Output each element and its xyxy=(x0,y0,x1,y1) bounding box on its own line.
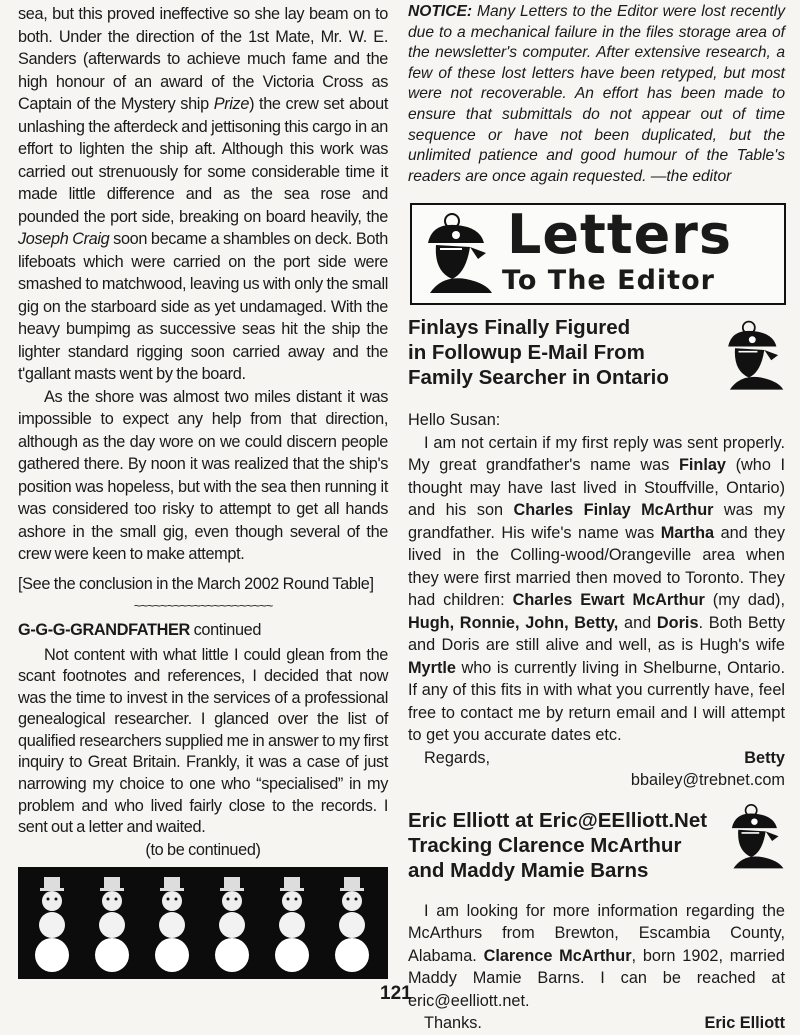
letter2-signature: Eric Elliott xyxy=(704,1014,785,1033)
text-segment: (my dad), xyxy=(704,591,785,610)
letter1-greeting: Hello Susan: xyxy=(408,411,501,430)
letter1-closing: Regards, xyxy=(424,748,491,767)
text-segment: and they lived in the Colling-wood/Orangeville area when they were first married then moved to Toronto. They had children: xyxy=(408,523,785,610)
section-heading: G-G-G-GRANDFATHER xyxy=(18,621,190,639)
pirate-icon xyxy=(422,213,494,295)
letter1-email: bbailey@trebnet.com xyxy=(630,771,785,790)
bold-text: Myrtle xyxy=(408,658,456,677)
snowman-icon xyxy=(152,873,192,973)
letter1-heading-line: Family Searcher in Ontario xyxy=(408,366,669,390)
snowman-banner xyxy=(18,867,388,979)
separator: ~~~~~~~~~~~~~~~~~~~~~ xyxy=(133,598,273,613)
text-segment: and xyxy=(618,613,657,632)
text-segment: , born 1902, married Maddy Mamie Barns. I can be reached at eric@eelliott.net. xyxy=(408,946,785,1010)
ggg-paragraph: Not content with what little I could glean from the scant footnotes and references, I decided that now was the time to invest in the services of a professional genealogical researcher. I glanced over the list of qualified researchers supplied me in answer to my first inquiry to Great Britain. Frankly, it was a case of just narrowing my choice to one who “specialised” in my problem and who lived fairly close to the records. I sent out a letter and waited. xyxy=(18,645,388,837)
italic-text: Prize xyxy=(213,95,250,113)
snowman-icon xyxy=(272,873,312,973)
text-segment: who is currently living in Shelburne, Ontario. If any of this fits in with what you currently have, feel free to contact me by return email and I will attempt to get you accurate dates etc. xyxy=(408,658,785,745)
letter2-body xyxy=(408,900,785,1013)
text-segment: ) the crew set about unlashing the afterdeck and jettisoning this cargo in an effort to lighten the ship aft. Although this work was carried out strenuously for some considerable time it made little difference and as the sea rose and pounded the port side, breaking on board heavily, the xyxy=(18,95,388,226)
see-conclusion-note: [See the conclusion in the March 2002 Round Table] xyxy=(18,574,374,593)
letter2-heading-line: Eric Elliott at Eric@EElliott.Net xyxy=(408,808,708,832)
bold-text: NOTICE: xyxy=(408,3,473,20)
bold-text: Clarence McArthur xyxy=(483,946,632,965)
snowman-icon xyxy=(92,873,132,973)
banner-subtitle: To The Editor xyxy=(502,265,715,297)
letter1-body xyxy=(408,432,785,747)
section-heading-suffix: continued xyxy=(189,621,262,639)
pirate-icon xyxy=(723,317,785,395)
letter1-header xyxy=(408,315,785,397)
letter2-header xyxy=(408,808,785,888)
text-segment: was my grandfather. His wife's name was xyxy=(408,501,785,542)
text-segment: I am looking for more information regarding the McArthurs from Brewton, Escambia County, Alabama. xyxy=(408,901,785,965)
text-segment: I am not certain if my first reply was sent properly. My great grandfather's name was xyxy=(408,433,785,475)
story-paragraph xyxy=(18,3,388,386)
letter2-heading-line: and Maddy Mamie Barns xyxy=(408,858,649,882)
snowman-icon xyxy=(32,873,72,973)
italic-text: Joseph Craig xyxy=(18,230,110,248)
snowman-icon xyxy=(212,873,252,973)
text-segment: sea, but this proved ineffective so she lay beam on to both. Under the direction of the 1st Mate, Mr. W. E. Sanders (afterwards to achieve much fame and the high honour of an award of the Victoria Cross as Captain of the Mystery ship xyxy=(18,5,388,113)
letter1-signature: Betty xyxy=(744,748,785,767)
to-be-continued: (to be continued) xyxy=(145,840,261,859)
text-segment: Many Letters to the Editor were lost recently due to a mechanical failure in the files storage area of the newsletter's computer. After extensive research, a few of these lost letters have been retyped, but most were not recoverable. An effort has been made to ensure that submittals do not appear out of time sequence or have not been duplicated, but the unlimited patience and good humour of the Table's readers are once again requested. —the editor xyxy=(408,3,785,185)
text-segment: (who I thought may have last lived in Stouffville, Ontario) and his son xyxy=(408,456,785,520)
right-column xyxy=(408,2,785,1035)
snowman-icon xyxy=(332,873,372,973)
banner-title: Letters xyxy=(507,203,733,267)
letter1-heading-line: Finlays Finally Figured xyxy=(408,316,631,340)
bold-text: Finlay xyxy=(678,456,726,475)
bold-text: Charles Ewart McArthur xyxy=(512,591,705,610)
bold-text: Martha xyxy=(660,523,715,542)
bold-text: Doris xyxy=(656,613,699,632)
editor-notice xyxy=(408,2,785,187)
left-column xyxy=(18,3,388,979)
text-segment: . Both Betty and Doris are still alive and well, as is Hugh's wife xyxy=(408,613,785,655)
text-segment: soon became a shambles on deck. Both lifeboats which were carried on the port side were smashed to matchwood, leaving us with only the small gig on the starboard side as yet undamaged. With the heavy bumpimg as successive seas hit the ship the lighter standard rigging soon carried away and the t'gallant masts went by the board. xyxy=(18,230,388,383)
pirate-icon xyxy=(727,800,785,874)
story-paragraph xyxy=(18,386,388,566)
letters-to-editor-banner xyxy=(410,203,786,305)
text-segment: As the shore was almost two miles distant it was impossible to expect any help from that direction, although as the day wore on we could discern people gathered there. By noon it was realized that the ship's position was hopeless, but with the sea then running it was considered too risky to attempt to get all hands ashore in the small gig, even though several of the crew were keen to make attempt. xyxy=(18,387,388,563)
bold-text: Charles Finlay McArthur xyxy=(513,501,714,520)
letter2-closing: Thanks. xyxy=(424,1014,482,1033)
letter2-heading-line: Tracking Clarence McArthur xyxy=(408,833,682,857)
bold-text: Hugh, Ronnie, John, Betty, xyxy=(408,613,619,632)
page-number: 121 xyxy=(380,983,412,1004)
letter1-heading-line: in Followup E-Mail From xyxy=(408,341,645,365)
